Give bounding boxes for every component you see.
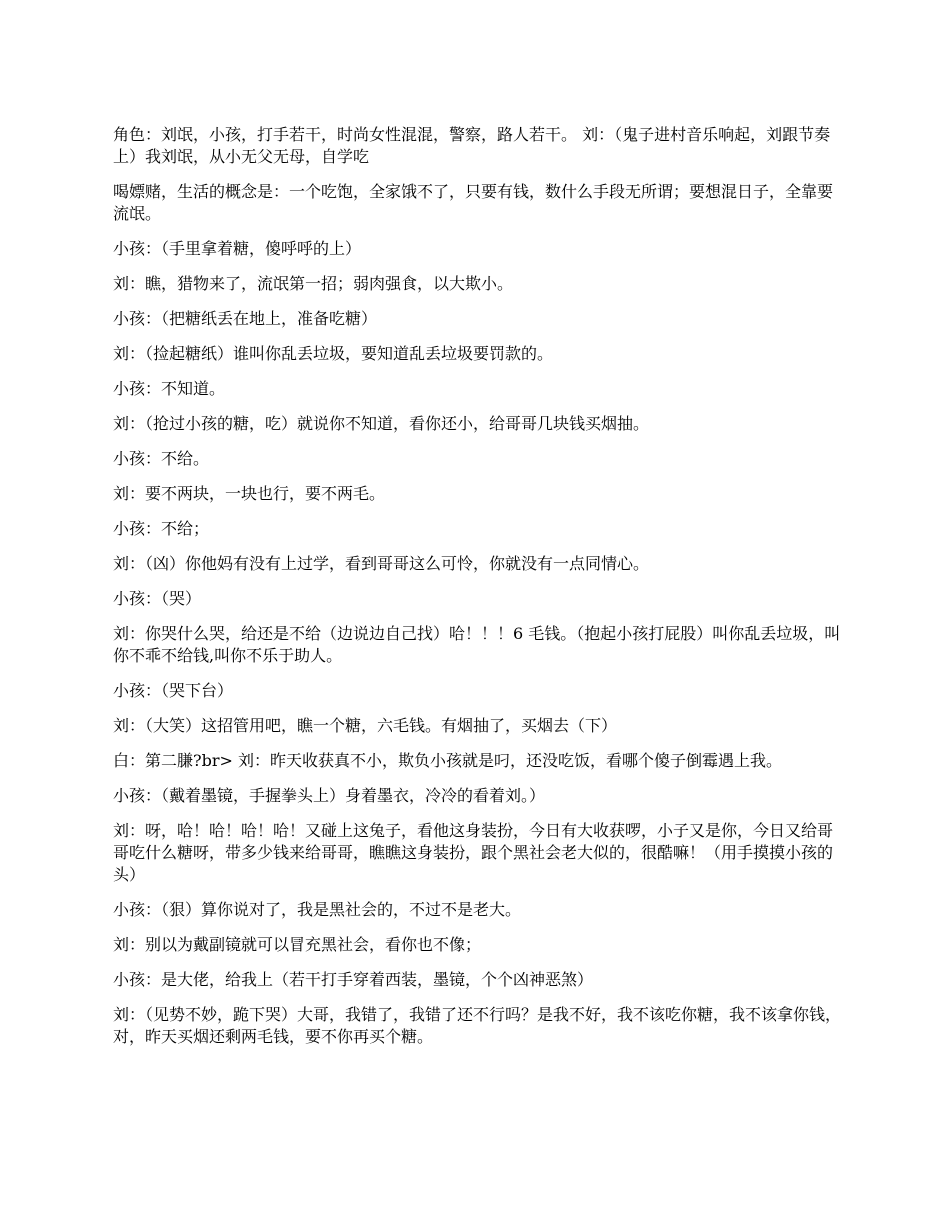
paragraph: 小孩：（哭下台） [113,681,234,700]
paragraph: 小孩：（把糖纸丢在地上，准备吃糖） [113,309,378,328]
paragraph: 角色：刘氓，小孩，打手若干，时尚女性混混，警察，路人若干。 刘：（鬼子进村音乐响起，刘跟节奏上）我刘氓，从小无父无母，自学吃 [113,125,831,166]
paragraph: 小孩：（哭） [113,589,202,608]
document-page [113,124,843,1061]
paragraph: 小孩：（戴着墨镜，手握拳头上）身着墨衣，冷冷的看着刘。） [113,786,546,805]
paragraph: 小孩：是大佬，给我上（若干打手穿着西装，墨镜，个个凶神恶煞） [113,970,594,989]
paragraph: 刘：你哭什么哭，给还是不给（边说边自己找）哈！！！6 毛钱。（抱起小孩打屁股）叫你乱丢垃圾，叫你不乖不给钱,叫你不乐于助人。 [113,624,841,665]
paragraph: 小孩：不给。 [113,449,210,468]
paragraph: 刘：（捡起糖纸）谁叫你乱丢垃圾，要知道乱丢垃圾要罚款的。 [113,344,554,363]
paragraph: 白：第二膁?br> 刘：昨天收获真不小，欺负小孩就是叼，还没吃饭，看哪个傻子倒霉遇上我。 [113,751,782,770]
paragraph: 小孩：（手里拿着糖，傻呼呼的上） [113,239,362,258]
paragraph: 刘：呀，哈！哈！哈！哈！又碰上这兔子，看他这身装扮，今日有大收获啰，小子又是你，今日又给哥哥吃什么糖呀，带多少钱来给哥哥，瞧瞧这身装扮，跟个黑社会老大似的，很酷嘛！（用手摸摸小孩的头） [113,821,834,884]
paragraph: 小孩：（狠）算你说对了，我是黑社会的，不过不是老大。 [113,900,522,919]
paragraph: 刘：（凶）你他妈有没有上过学，看到哥哥这么可怜，你就没有一点同情心。 [113,554,650,573]
paragraph: 喝嫖赌，生活的概念是：一个吃饱，全家饿不了，只要有钱，数什么手段无所谓；要想混日子，全靠要流氓。 [113,182,834,223]
paragraph: 小孩：不知道。 [113,379,226,398]
paragraph: 刘：要不两块，一块也行，要不两毛。 [113,484,386,503]
paragraph: 刘：（大笑）这招管用吧，瞧一个糖，六毛钱。有烟抽了，买烟去（下） [113,716,618,735]
paragraph: 刘：瞧，猎物来了，流氓第一招；弱肉强食，以大欺小。 [113,274,514,293]
paragraph: 刘：别以为戴副镜就可以冒充黑社会，看你也不像； [113,935,482,954]
paragraph: 小孩：不给； [113,519,210,538]
paragraph: 刘：（见势不妙，跪下哭）大哥，我错了，我错了还不行吗？是我不好，我不该吃你糖，我不该拿你钱，对，昨天买烟还剩两毛钱，要不你再买个糖。 [113,1005,842,1046]
paragraph: 刘：（抢过小孩的糖，吃）就说你不知道，看你还小，给哥哥几块钱买烟抽。 [113,414,650,433]
